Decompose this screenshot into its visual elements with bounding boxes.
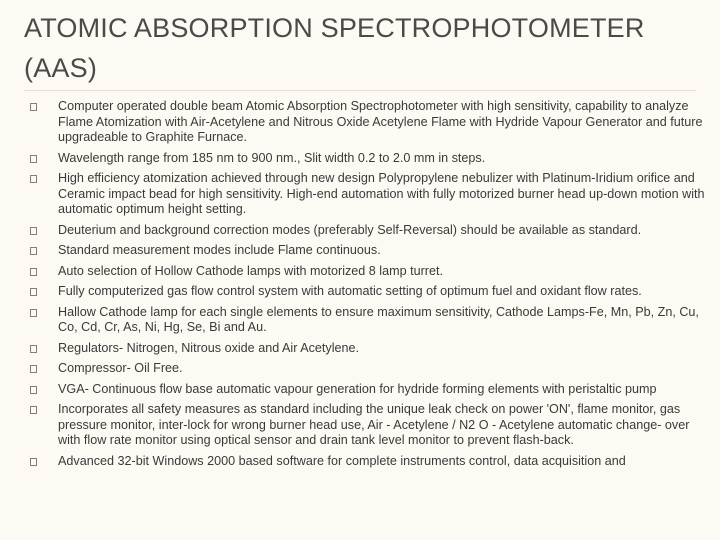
bullet-text: Auto selection of Hollow Cathode lamps with motorized 8 lamp turret. [58,263,443,278]
title-divider [24,90,696,91]
bullet-text: High efficiency atomization achieved through new design Polypropylene nebulizer with Platinum-Iridium orifice and Ceramic impact bead for high sensitivity. High-end automation with fully motorized burner head up-down motion with automatic optimum height setting. [58,171,705,216]
list-item [28,171,708,218]
box-bullet-icon [30,345,37,353]
list-item [28,341,708,357]
box-bullet-icon [30,247,37,255]
bullet-text: VGA- Continuous flow base automatic vapour generation for hydride forming elements with peristaltic pump [58,381,657,396]
box-bullet-icon [30,406,37,414]
list-item [28,264,708,280]
bullet-text: Advanced 32-bit Windows 2000 based software for complete instruments control, data acquisition and [58,453,626,468]
box-bullet-icon [30,288,37,296]
list-item [28,223,708,239]
list-item [28,243,708,259]
bullet-list [28,99,708,474]
list-item [28,402,708,449]
box-bullet-icon [30,458,37,466]
box-bullet-icon [30,103,37,111]
bullet-text: Computer operated double beam Atomic Absorption Spectrophotometer with high sensitivity, capability to analyze Flame Atomization with Air-Acetylene and Nitrous Oxide Acetylene Flame with Hydride Vapour Generator and future upgradeable to Graphite Furnace. [58,99,703,144]
box-bullet-icon [30,268,37,276]
list-item [28,382,708,398]
box-bullet-icon [30,365,37,373]
bullet-text: Regulators- Nitrogen, Nitrous oxide and Air Acetylene. [58,340,360,355]
bullet-text: Standard measurement modes include Flame continuous. [58,243,381,257]
bullet-text: Deuterium and background correction modes (preferably Self-Reversal) should be available as standard. [58,222,642,237]
box-bullet-icon [30,155,37,163]
list-item [28,151,708,167]
list-item [28,361,708,377]
bullet-text: Compressor- Oil Free. [58,361,183,375]
list-item [28,284,708,300]
slide-title: ATOMIC ABSORPTION SPECTROPHOTOMETER (AAS) [24,13,645,83]
bullet-text: Wavelength range from 185 nm to 900 nm., Slit width 0.2 to 2.0 mm in steps. [58,150,486,165]
bullet-text: Fully computerized gas flow control system with automatic setting of optimum fuel and oxidant flow rates. [58,284,642,298]
list-item [28,99,708,146]
bullet-text: Hallow Cathode lamp for each single elements to ensure maximum sensitivity, Cathode Lamps-Fe, Mn, Pb, Zn, Cu, Co, Cd, Cr, As, Ni, Hg, Se, Bi and Au. [58,304,699,334]
bullet-text: Incorporates all safety measures as standard including the unique leak check on power 'ON', flame monitor, gas pressure monitor, inter-lock for wrong burner head use, Air - Acetylene / N2 O - Acetylene automatic change- over with flow rate monitor using optical sensor and drain tank level monitor to prevent flash-back. [58,402,690,447]
list-item [28,305,708,336]
box-bullet-icon [30,309,37,317]
box-bullet-icon [30,227,37,235]
list-item [28,454,708,470]
box-bullet-icon [30,386,37,394]
box-bullet-icon [30,175,37,183]
